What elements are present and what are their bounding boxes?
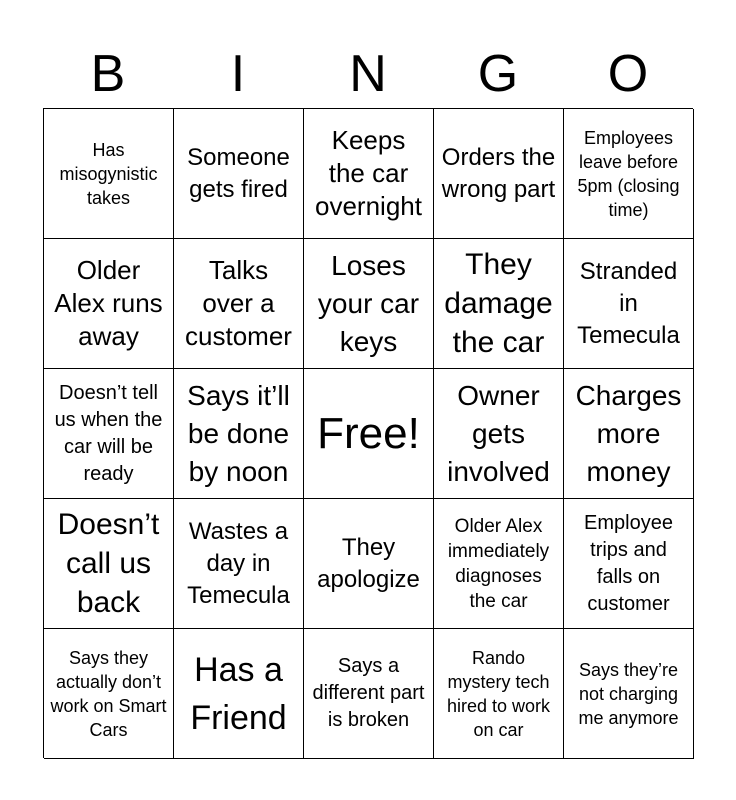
bingo-cell[interactable]	[44, 369, 174, 499]
header-letter-g: G	[477, 45, 519, 103]
free-space[interactable]	[304, 369, 434, 499]
cell-text: Stranded in Temecula	[577, 257, 680, 349]
cell-text: Says it’ll be done by noon	[187, 379, 290, 487]
bingo-cell[interactable]	[304, 239, 434, 369]
bingo-cell[interactable]	[44, 499, 174, 629]
bingo-header	[43, 40, 693, 108]
header-letter-n: N	[349, 45, 387, 103]
bingo-cell[interactable]	[434, 499, 564, 629]
cell-text: Owner gets involved	[447, 379, 550, 487]
header-letter-b: B	[90, 45, 126, 103]
bingo-cell[interactable]	[434, 109, 564, 239]
cell-text: Employee trips and falls on customer	[584, 511, 673, 615]
bingo-cell[interactable]	[304, 109, 434, 239]
bingo-cell[interactable]	[434, 629, 564, 759]
cell-text: They damage the car	[444, 248, 553, 359]
cell-text: Employees leave before 5pm (closing time)	[577, 127, 680, 220]
bingo-cell[interactable]	[564, 499, 694, 629]
bingo-cell[interactable]	[174, 629, 304, 759]
bingo-cell[interactable]	[44, 629, 174, 759]
cell-text: Charges more money	[575, 379, 682, 487]
bingo-cell[interactable]	[434, 239, 564, 369]
cell-text: Has misogynistic takes	[59, 139, 158, 208]
bingo-cell[interactable]	[44, 239, 174, 369]
cell-text: Wastes a day in Temecula	[187, 517, 290, 609]
bingo-cell[interactable]	[564, 239, 694, 369]
cell-text: Doesn’t tell us when the car will be ready	[54, 381, 163, 485]
bingo-cell[interactable]	[304, 629, 434, 759]
bingo-cell[interactable]	[564, 369, 694, 499]
cell-text: Says they actually don’t work on Smart Cars	[50, 647, 167, 740]
cell-text: They apologize	[317, 533, 420, 593]
bingo-cell[interactable]	[174, 109, 304, 239]
cell-text: Free!	[317, 408, 420, 458]
cell-text: Says they’re not charging me anymore	[578, 659, 679, 728]
cell-text: Rando mystery tech hired to work on car	[446, 647, 551, 740]
cell-text: Older Alex immediately diagnoses the car	[447, 515, 550, 612]
bingo-grid	[43, 108, 693, 758]
header-letter-i: I	[230, 45, 246, 103]
cell-text: Doesn’t call us back	[57, 508, 160, 619]
cell-text: Older Alex runs away	[54, 255, 163, 351]
bingo-cell[interactable]	[174, 239, 304, 369]
bingo-cell[interactable]	[564, 629, 694, 759]
bingo-cell[interactable]	[434, 369, 564, 499]
cell-text: Loses your car keys	[317, 249, 420, 357]
header-letter-o: O	[607, 45, 649, 103]
cell-text: Talks over a customer	[185, 255, 292, 351]
bingo-cell[interactable]	[174, 499, 304, 629]
cell-text: Someone gets fired	[187, 143, 290, 203]
bingo-cell[interactable]	[564, 109, 694, 239]
cell-text: Keeps the car overnight	[315, 125, 422, 221]
cell-text: Orders the wrong part	[441, 143, 556, 203]
bingo-cell[interactable]	[174, 369, 304, 499]
cell-text: Has a Friend	[190, 650, 287, 737]
bingo-cell[interactable]	[304, 499, 434, 629]
bingo-cell[interactable]	[44, 109, 174, 239]
cell-text: Says a different part is broken	[312, 655, 425, 731]
